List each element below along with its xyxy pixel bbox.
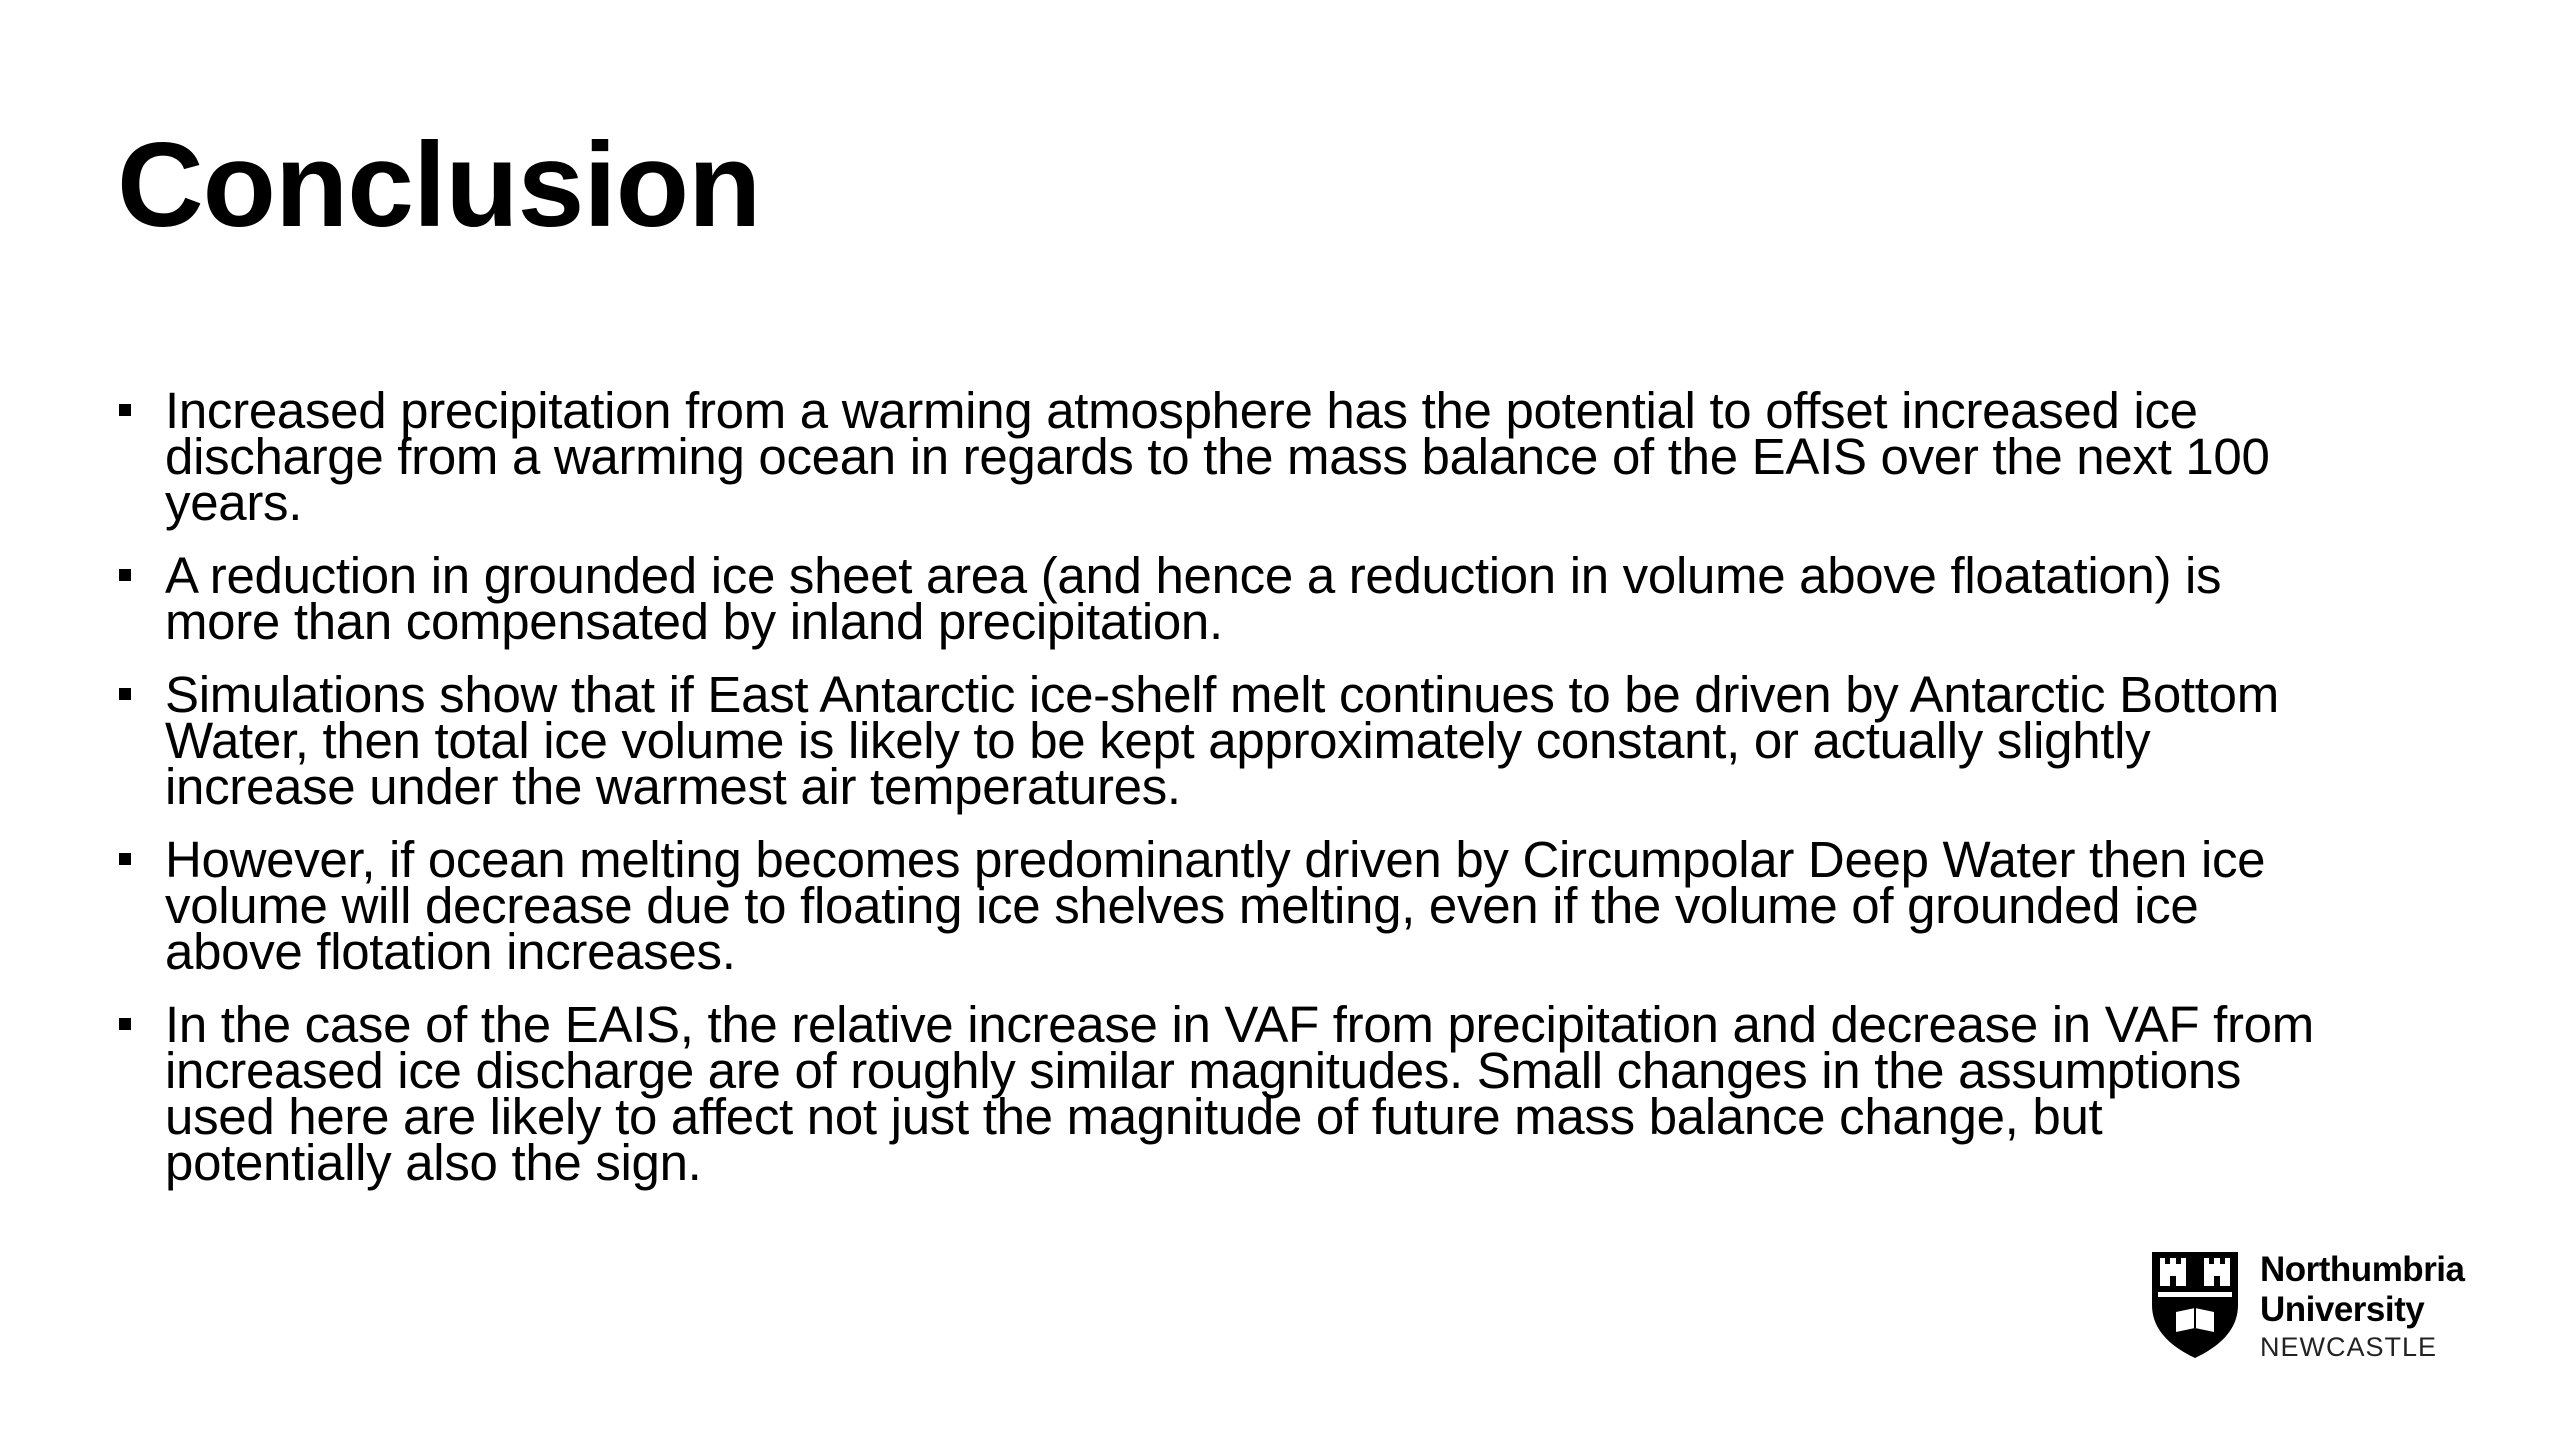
bullet-square-icon	[119, 688, 131, 700]
bullet-item	[117, 382, 2477, 531]
slide-title: Conclusion	[117, 118, 761, 252]
bullet-line: potentially also the sign.	[165, 1134, 702, 1191]
bullet-square-icon	[119, 853, 131, 865]
bullet-square-icon	[119, 404, 131, 416]
bullet-line: discharge from a warming ocean in regards to the mass balance of the EAIS over the next 100	[165, 428, 2270, 485]
bullet-line: In the case of the EAIS, the relative increase in VAF from precipitation and decrease in VAF from	[165, 996, 2314, 1053]
bullet-list	[117, 382, 2477, 1213]
bullet-line: Water, then total ice volume is likely to be kept approximately constant, or actually slightly	[165, 712, 2151, 769]
bullet-line: However, if ocean melting becomes predominantly driven by Circumpolar Deep Water then ice	[165, 831, 2266, 888]
logo-location: NEWCASTLE	[2260, 1332, 2438, 1362]
bullet-line: years.	[165, 474, 303, 531]
bullet-line: used here are likely to affect not just the magnitude of future mass balance change, but	[165, 1088, 2103, 1145]
bullet-item	[117, 831, 2477, 980]
bullet-line: increased ice discharge are of roughly similar magnitudes. Small changes in the assumptions	[165, 1042, 2242, 1099]
bullet-line: more than compensated by inland precipitation.	[165, 593, 1223, 650]
university-logo	[2150, 1250, 2480, 1370]
bullet-line: Simulations show that if East Antarctic ice-shelf melt continues to be driven by Antarctic Bottom	[165, 666, 2279, 723]
bullet-square-icon	[119, 569, 131, 581]
bullet-line: Increased precipitation from a warming atmosphere has the potential to offset increased ice	[165, 382, 2198, 439]
bullet-item	[117, 547, 2477, 650]
bullet-item	[117, 996, 2477, 1191]
logo-text	[2260, 1250, 2465, 1364]
logo-name-line1: Northumbria	[2260, 1250, 2465, 1289]
bullet-square-icon	[119, 1018, 131, 1030]
bullet-line: above flotation increases.	[165, 923, 736, 980]
logo-name-line2: University	[2260, 1290, 2425, 1329]
bullet-line: volume will decrease due to floating ice shelves melting, even if the volume of grounded ice	[165, 877, 2199, 934]
bullet-line: A reduction in grounded ice sheet area (and hence a reduction in volume above floatation) is	[165, 547, 2222, 604]
bullet-line: increase under the warmest air temperatures.	[165, 758, 1181, 815]
bullet-item	[117, 666, 2477, 815]
university-crest-icon	[2150, 1250, 2240, 1360]
